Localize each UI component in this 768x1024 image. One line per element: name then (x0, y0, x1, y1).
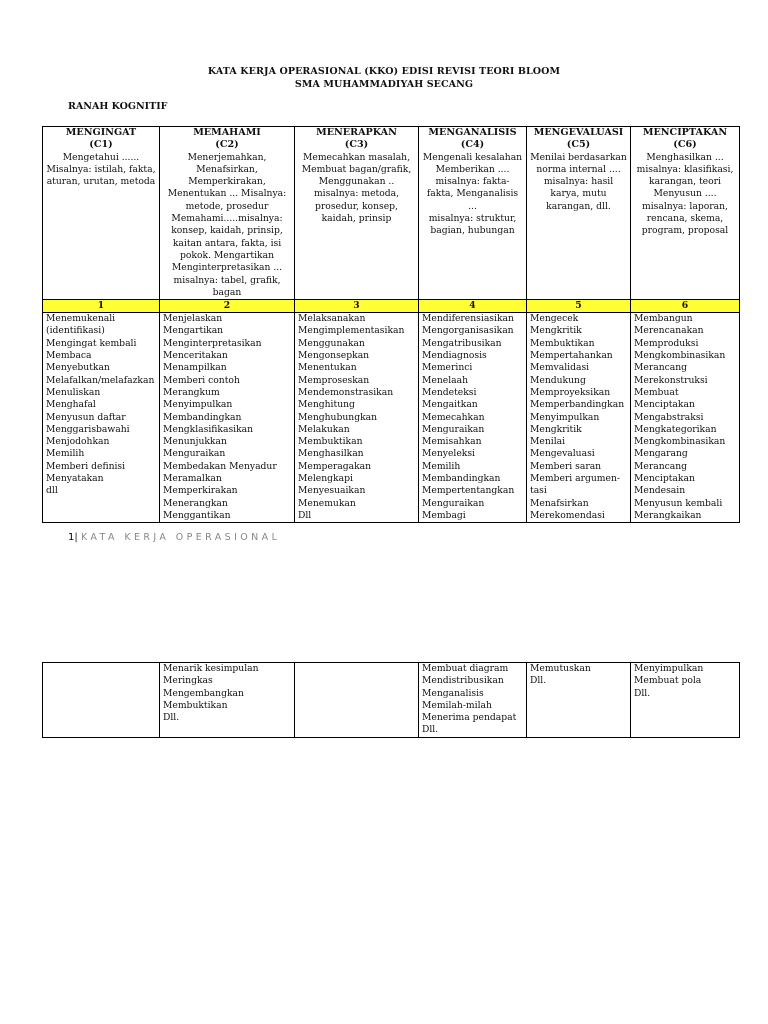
verb-item: Menemukenali (46, 313, 116, 325)
verb-item: Memvalidasi (530, 362, 590, 374)
column-description: Menerjemahkan, Menafsirkan, Memperkirakan, Menentukan ... Misalnya: metode, prosedur Memahami.....misalnya: konsep, kaidah, prinsip, kaitan antara, fakta, isi pokok. Mengartikan Menginterpretasikan ... misalnya: tabel, grafik, bagan (167, 151, 287, 298)
column-code: (C2) (215, 139, 239, 151)
verb-item: Mempertentangkan (422, 485, 515, 497)
verb-item: Mengkombinasikan (634, 436, 726, 448)
verb-item: Memproseskan (298, 374, 370, 386)
verb-item: Meringkas (163, 675, 213, 687)
verb-item: Menarik kesimpulan (163, 663, 259, 674)
verb-item: Membuat (634, 386, 679, 398)
column-description: Menghasilkan ... misalnya: klasifikasi, karangan, teori Menyusun .... misalnya: laporan, rencana, skema, program, proposal (636, 151, 734, 237)
verb-item: Mengkategorikan (634, 423, 717, 435)
verb-item: Menggantikan (163, 509, 231, 521)
header-cell-menganalisis (419, 127, 527, 300)
verb-item: Menemukan (298, 497, 356, 509)
kko-table (42, 126, 740, 523)
verb-item: Menyusun daftar (46, 411, 126, 423)
verb-item: Membandingkan (422, 473, 501, 485)
page-number: 1 (68, 532, 75, 543)
verb-item: Mendukung (530, 374, 586, 386)
verb-item: Merekomendasi (530, 509, 605, 521)
verb-list-menciptakan (631, 313, 740, 523)
kko-table-continued (42, 662, 740, 738)
document-title: KATA KERJA OPERASIONAL (KKO) EDISI REVISI TEORI BLOOM (207, 66, 561, 77)
verb-item: tasi (530, 485, 547, 497)
verbs-row (43, 313, 740, 523)
verb-item: Menciptakan (634, 473, 695, 485)
verb-item: Merencanakan (634, 325, 704, 337)
verb-list-menganalisis (419, 313, 527, 523)
column-code: (C3) (344, 139, 369, 151)
column-description: Mengetahui ...... Misalnya: istilah, fakta, aturan, urutan, metoda (46, 151, 156, 188)
verb-list-continued-menciptakan (631, 663, 740, 738)
footer-text: KATA KERJA OPERASIONAL (80, 532, 281, 543)
level-number-5: 5 (527, 300, 631, 313)
verb-item: Melafalkan/melafazkan (46, 374, 155, 386)
verb-item: Membagi (422, 509, 466, 521)
header-cell-mengevaluasi (527, 127, 631, 300)
verb-item: Menilai (530, 436, 566, 448)
level-number-3: 3 (295, 300, 419, 313)
header-row (43, 127, 740, 300)
verb-item: Memilah-milah (422, 699, 492, 711)
verb-item: Menggarisbawahi (46, 423, 130, 435)
verb-item: Menghafal (46, 399, 96, 411)
verb-item: dll (46, 485, 58, 497)
verb-item: Membangun (634, 313, 693, 325)
verb-item: Menggunakan (298, 337, 365, 349)
verb-item: Menghubungkan (298, 411, 378, 423)
verb-item: Mengaitkan (422, 399, 478, 411)
verb-item: Melaksanakan (298, 313, 366, 325)
verb-item: Memproduksi (634, 337, 699, 349)
verb-item: Menentukan (298, 362, 357, 374)
verb-item: Mengembangkan (163, 687, 244, 699)
number-row (43, 300, 740, 313)
verb-item: Merekonstruksi (634, 374, 708, 386)
level-number-1: 1 (43, 300, 160, 313)
verb-item: Memilih (46, 448, 85, 460)
verb-item: Merangkaikan (634, 509, 702, 521)
verb-item: Mengonsepkan (298, 350, 370, 362)
verb-item: Memproyeksikan (530, 386, 611, 398)
level-number-4: 4 (419, 300, 527, 313)
column-name: MENERAPKAN (316, 127, 397, 138)
column-name: MENGEVALUASI (533, 127, 624, 138)
verb-item: Menelaah (422, 374, 469, 386)
verb-item: Mengkritik (530, 423, 582, 435)
verb-item: Menyeleksi (422, 448, 475, 460)
verb-item: Mendeteksi (422, 386, 477, 398)
verb-item: Meramalkan (163, 473, 222, 485)
verb-item: (identifikasi) (46, 325, 105, 337)
verb-item: Menampilkan (163, 362, 227, 374)
verb-item: Memilih (422, 460, 461, 472)
verb-item: Menguraikan (422, 497, 485, 509)
verb-item: Menafsirkan (530, 497, 589, 509)
verb-item: Menginterpretasikan (163, 337, 262, 349)
column-code: (C1) (89, 139, 113, 151)
footer-separator: | (74, 532, 78, 543)
column-description: Memecahkan masalah, Membuat bagan/grafik, Menggunakan .. misalnya: metoda, prosedur, konsep, kaidah, prinsip (301, 151, 412, 225)
verb-item: Membuat diagram (422, 663, 509, 674)
verb-list-continued-mengevaluasi (527, 663, 631, 738)
verb-item: Mengatribusikan (422, 337, 502, 349)
verb-list-continued-menerapkan (295, 663, 419, 738)
verb-item: Mendesain (634, 485, 686, 497)
verb-item: Mengecek (530, 313, 579, 325)
verb-item: Menunjukkan (163, 436, 227, 448)
verb-item: Membuat pola (634, 675, 702, 687)
verb-item: Menerangkan (163, 497, 228, 509)
verb-item: Menciptakan (634, 399, 695, 411)
document-subtitle: SMA MUHAMMADIYAH SECANG (294, 79, 474, 90)
header-cell-menciptakan (631, 127, 740, 300)
verb-item: Mendiagnosis (422, 350, 487, 362)
verb-item: Mendistribusikan (422, 675, 504, 687)
verb-item: Mengorganisasikan (422, 325, 514, 337)
verb-item: Merangkum (163, 386, 220, 398)
verb-item: Membuktikan (298, 436, 363, 448)
page-footer (68, 532, 280, 543)
verb-list-menerapkan (295, 313, 419, 523)
level-number-6: 6 (631, 300, 740, 313)
verb-item: Mengabstraksi (634, 411, 704, 423)
header-cell-memahami (160, 127, 295, 300)
column-name: MENCIPTAKAN (642, 127, 728, 138)
verb-item: Membedakan Menyadur (163, 460, 277, 472)
verb-item: Menyimpulkan (634, 663, 704, 674)
verb-item: Memperkirakan (163, 485, 238, 497)
verb-item: Memisahkan (422, 436, 482, 448)
column-code: (C4) (460, 139, 485, 151)
verb-item: Dll. (422, 724, 439, 736)
column-code: (C5) (566, 139, 591, 151)
verb-item: Merancang (634, 362, 688, 374)
verb-item: Mengartikan (163, 325, 224, 337)
verb-item: Membuktikan (530, 337, 595, 349)
verb-item: Memutuskan (530, 663, 591, 674)
verb-list-continued-menganalisis (419, 663, 527, 738)
header-cell-mengingat (43, 127, 160, 300)
verb-item: Menguraikan (163, 448, 226, 460)
verb-item: Menganalisis (422, 687, 484, 699)
verb-item: Membandingkan (163, 411, 242, 423)
verb-list-continued-memahami (160, 663, 295, 738)
verb-item: Menyimpulkan (530, 411, 600, 423)
verb-item: Memberi definisi (46, 460, 126, 472)
column-name: MENGANALISIS (428, 127, 517, 138)
verb-item: Mengimplementasikan (298, 325, 405, 337)
verb-list-continued-mengingat (43, 663, 160, 738)
verb-item: Menyusun kembali (634, 497, 723, 509)
verb-item: Menyebutkan (46, 362, 110, 374)
verb-item: Menyesuaikan (298, 485, 366, 497)
column-description: Mengenali kesalahan Memberikan .... misalnya: fakta- fakta, Menganalisis ... misalnya: struktur, bagian, hubungan (422, 151, 523, 237)
verb-item: Menyatakan (46, 473, 104, 485)
verb-item: Menjodohkan (46, 436, 110, 448)
header-cell-menerapkan (295, 127, 419, 300)
column-name: MENGINGAT (65, 127, 137, 138)
column-code: (C6) (673, 139, 697, 151)
verb-item: Menjelaskan (163, 313, 223, 325)
verb-item: Menghasilkan (298, 448, 364, 460)
verb-item: Mengingat kembali (46, 337, 137, 349)
verb-item: Merancang (634, 460, 688, 472)
verb-item: Mendiferensiasikan (422, 313, 514, 325)
verbs-continued-row (43, 663, 740, 738)
level-number-2: 2 (160, 300, 295, 313)
verb-item: Melakukan (298, 423, 350, 435)
verb-item: Mempertahankan (530, 350, 613, 362)
verb-item: Memperbandingkan (530, 399, 625, 411)
verb-item: Mendemonstrasikan (298, 386, 394, 398)
verb-item: Memberi contoh (163, 374, 240, 386)
verb-item: Dll (298, 509, 312, 521)
verb-list-mengevaluasi (527, 313, 631, 523)
verb-item: Dll. (634, 687, 651, 699)
verb-item: Memberi argumen- (530, 473, 620, 485)
verb-item: Membuktikan (163, 699, 228, 711)
verb-item: Menguraikan (422, 423, 485, 435)
verb-list-memahami (160, 313, 295, 523)
verb-item: Menuliskan (46, 386, 101, 398)
verb-item: Mengarang (634, 448, 688, 460)
verb-item: Dll. (530, 675, 547, 687)
verb-item: Mengevaluasi (530, 448, 595, 460)
verb-item: Mengkritik (530, 325, 582, 337)
section-heading: RANAH KOGNITIF (68, 101, 168, 112)
verb-item: Menerima pendapat (422, 712, 517, 724)
verb-item: Melengkapi (298, 473, 353, 485)
verb-item: Dll. (163, 712, 180, 724)
verb-item: Memberi saran (530, 460, 602, 472)
verb-list-mengingat (43, 313, 160, 523)
column-description: Menilai berdasarkan norma internal .... misalnya: hasil karya, mutu karangan, dll. (530, 151, 627, 212)
verb-item: Menyimpulkan (163, 399, 233, 411)
column-name: MEMAHAMI (193, 127, 261, 138)
verb-item: Membaca (46, 350, 92, 362)
verb-item: Menceritakan (163, 350, 228, 362)
verb-item: Memerinci (422, 362, 473, 374)
verb-item: Memperagakan (298, 460, 372, 472)
verb-item: Mengklasifikasikan (163, 423, 254, 435)
verb-item: Menghitung (298, 399, 355, 411)
verb-item: Memecahkan (422, 411, 485, 423)
verb-item: Mengkombinasikan (634, 350, 726, 362)
